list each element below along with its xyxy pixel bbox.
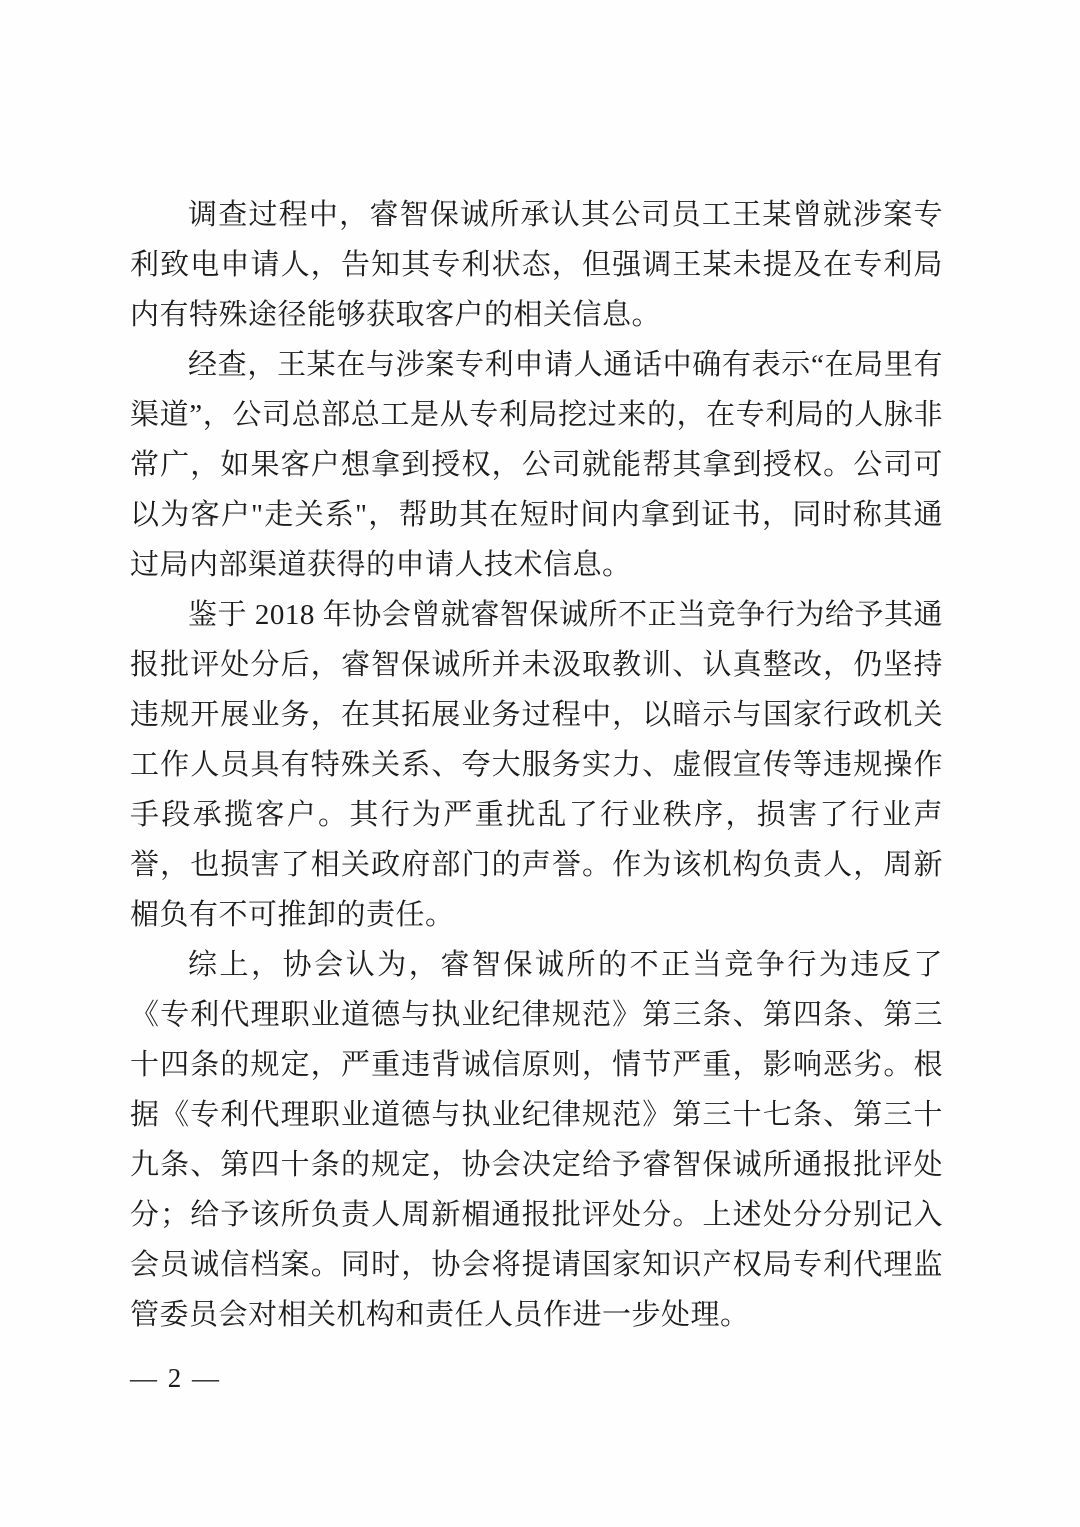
paragraph-findings-channels: 经查，王某在与涉案专利申请人通话中确有表示“在局里有渠道”，公司总部总工是从专利局挖过来的，在专利局的人脉非常广，如果客户想拿到授权，公司就能帮其拿到授权。公司可以为客户"走关系"，帮助其在短时间内拿到证书，同时称其通过局内部渠道获得的申请人技术信息。 — [130, 349, 943, 581]
paragraph-conclusion-decision: 综上，协会认为，睿智保诚所的不正当竞争行为违反了《专利代理职业道德与执业纪律规范》第三条、第四条、第三十四条的规定，严重违背诚信原则，情节严重，影响恶劣。根据《专利代理职业道德与执业纪律规范》第三十七条、第三十九条、第四十条的规定，协会决定给予睿智保诚所通报批评处分；给予该所负责人周新楣通报批评处分。上述处分分别记入会员诚信档案。同时，协会将提请国家知识产权局专利代理监管委员会对相关机构和责任人员作进一步处理。 — [130, 949, 943, 1331]
paragraph-2018-prior-punishment: 鉴于 2018 年协会曾就睿智保诚所不正当竞争行为给予其通报批评处分后，睿智保诚所并未汲取教训、认真整改，仍坚持违规开展业务，在其拓展业务过程中，以暗示与国家行政机关工作人员具有特殊关系、夸大服务实力、虚假宣传等违规操作手段承揽客户。其行为严重扰乱了行业秩序，损害了行业声誉，也损害了相关政府部门的声誉。作为该机构负责人，周新楣负有不可推卸的责任。 — [130, 599, 943, 931]
page-number: — 2 — — [130, 1363, 221, 1393]
paragraph-investigation-admission: 调查过程中，睿智保诚所承认其公司员工王某曾就涉案专利致电申请人，告知其专利状态，但强调王某未提及在专利局内有特殊途径能够获取客户的相关信息。 — [130, 199, 943, 331]
document-body — [130, 190, 943, 1340]
